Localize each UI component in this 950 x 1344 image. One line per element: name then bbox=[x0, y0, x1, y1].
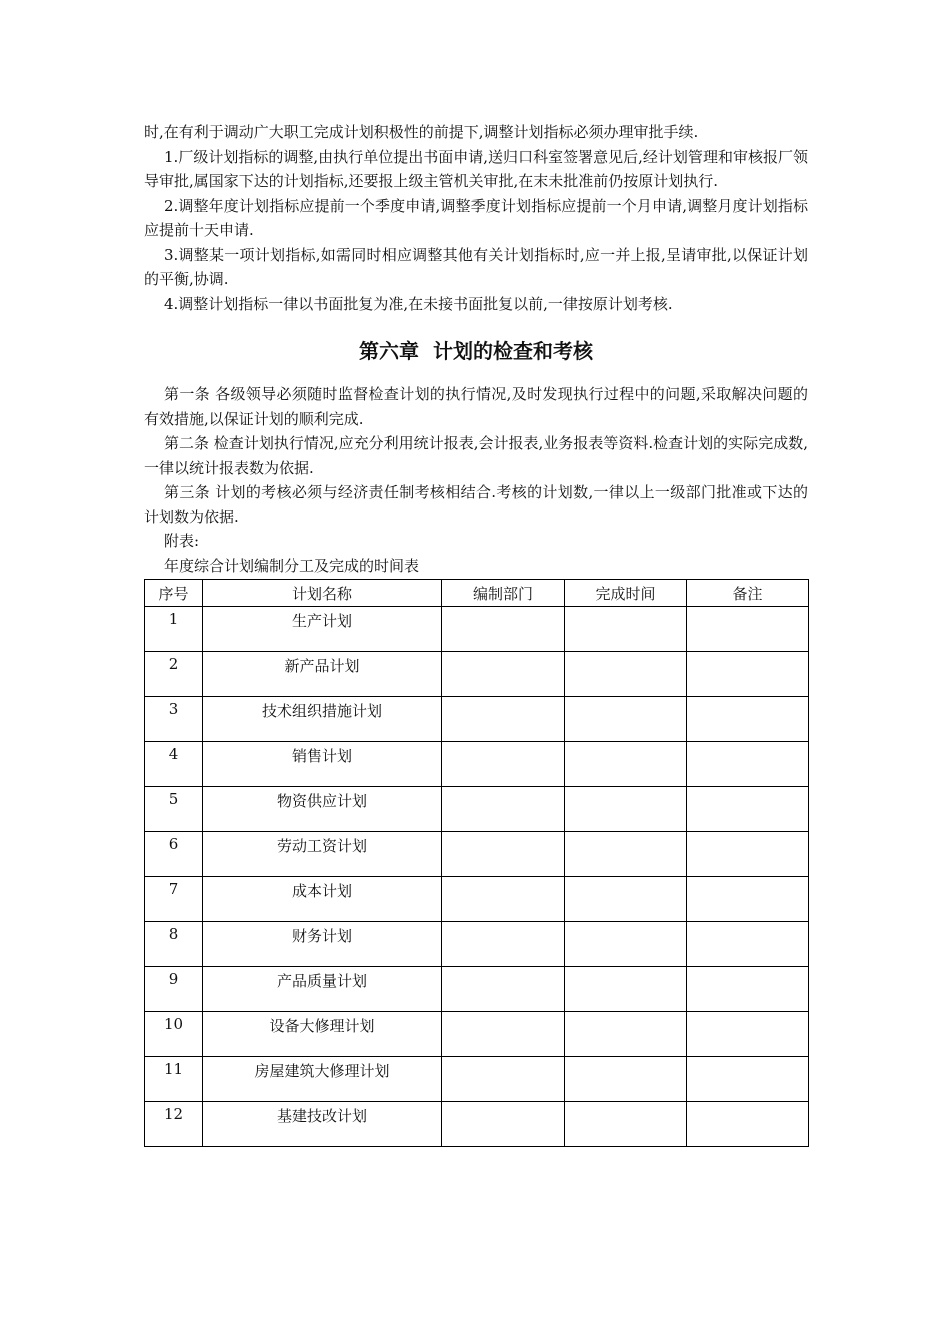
article-2: 第二条 检查计划执行情况,应充分利用统计报表,会计报表,业务报表等资料.检查计划的实际完成数,一律以统计报表数为依据. bbox=[144, 434, 808, 477]
paragraph-item-3: 3.调整某一项计划指标,如需同时相应调整其他有关计划指标时,应一并上报,呈请审批,以保证计划的平衡,协调. bbox=[144, 245, 808, 288]
paragraph-item-4: 4.调整计划指标一律以书面批复为准,在未接书面批复以前,一律按原计划考核. bbox=[164, 294, 673, 313]
cell-remarks bbox=[687, 1057, 809, 1102]
cell-department bbox=[442, 742, 565, 787]
header-completion-time: 完成时间 bbox=[565, 580, 687, 607]
cell-index: 1 bbox=[145, 607, 203, 652]
table-row bbox=[145, 967, 809, 1012]
cell-plan-name: 设备大修理计划 bbox=[203, 1012, 442, 1057]
cell-plan-name: 基建技改计划 bbox=[203, 1102, 442, 1147]
cell-completion-time bbox=[565, 1057, 687, 1102]
cell-remarks bbox=[687, 607, 809, 652]
table-row bbox=[145, 877, 809, 922]
cell-completion-time bbox=[565, 697, 687, 742]
cell-index: 4 bbox=[145, 742, 203, 787]
cell-plan-name: 新产品计划 bbox=[203, 652, 442, 697]
document-body bbox=[144, 120, 808, 1147]
table-body bbox=[145, 607, 809, 1147]
cell-department bbox=[442, 697, 565, 742]
cell-completion-time bbox=[565, 742, 687, 787]
appendix-label: 附表: bbox=[164, 532, 200, 550]
header-plan-name: 计划名称 bbox=[203, 580, 442, 607]
cell-index: 5 bbox=[145, 787, 203, 832]
cell-completion-time bbox=[565, 607, 687, 652]
cell-index: 6 bbox=[145, 832, 203, 877]
cell-completion-time bbox=[565, 877, 687, 922]
paragraph-continuation: 时,在有利于调动广大职工完成计划积极性的前提下,调整计划指标必须办理审批手续. bbox=[144, 123, 699, 141]
table-row bbox=[145, 1012, 809, 1057]
cell-index: 3 bbox=[145, 697, 203, 742]
cell-remarks bbox=[687, 787, 809, 832]
table-row bbox=[145, 1057, 809, 1102]
cell-completion-time bbox=[565, 967, 687, 1012]
header-remarks: 备注 bbox=[687, 580, 809, 607]
cell-completion-time bbox=[565, 1102, 687, 1147]
table-header-row bbox=[145, 580, 809, 607]
cell-index: 2 bbox=[145, 652, 203, 697]
cell-completion-time bbox=[565, 652, 687, 697]
cell-department bbox=[442, 607, 565, 652]
table-row bbox=[145, 832, 809, 877]
cell-plan-name: 物资供应计划 bbox=[203, 787, 442, 832]
cell-index: 8 bbox=[145, 922, 203, 967]
header-index: 序号 bbox=[145, 580, 203, 607]
table-row bbox=[145, 922, 809, 967]
cell-completion-time bbox=[565, 787, 687, 832]
cell-plan-name: 劳动工资计划 bbox=[203, 832, 442, 877]
article-1: 第一条 各级领导必须随时监督检查计划的执行情况,及时发现执行过程中的问题,采取解决问题的有效措施,以保证计划的顺利完成. bbox=[144, 385, 808, 428]
cell-department bbox=[442, 877, 565, 922]
cell-completion-time bbox=[565, 1012, 687, 1057]
cell-remarks bbox=[687, 697, 809, 742]
table-row bbox=[145, 607, 809, 652]
cell-remarks bbox=[687, 742, 809, 787]
cell-plan-name: 房屋建筑大修理计划 bbox=[203, 1057, 442, 1102]
cell-department bbox=[442, 832, 565, 877]
cell-department bbox=[442, 1057, 565, 1102]
cell-remarks bbox=[687, 877, 809, 922]
cell-index: 12 bbox=[145, 1102, 203, 1147]
cell-plan-name: 技术组织措施计划 bbox=[203, 697, 442, 742]
cell-department bbox=[442, 787, 565, 832]
cell-department bbox=[442, 1102, 565, 1147]
table-row bbox=[145, 652, 809, 697]
cell-plan-name: 销售计划 bbox=[203, 742, 442, 787]
cell-department bbox=[442, 1012, 565, 1057]
cell-remarks bbox=[687, 652, 809, 697]
cell-department bbox=[442, 652, 565, 697]
header-department: 编制部门 bbox=[442, 580, 565, 607]
paragraph-item-1: 1.厂级计划指标的调整,由执行单位提出书面申请,送归口科室签署意见后,经计划管理和审核报厂领导审批,属国家下达的计划指标,还要报上级主管机关审批,在末未批准前仍按原计划执行. bbox=[144, 147, 808, 190]
cell-index: 10 bbox=[145, 1012, 203, 1057]
paragraph-item-2: 2.调整年度计划指标应提前一个季度申请,调整季度计划指标应提前一个月申请,调整月度计划指标应提前十天申请. bbox=[144, 196, 808, 239]
cell-plan-name: 产品质量计划 bbox=[203, 967, 442, 1012]
table-caption: 年度综合计划编制分工及完成的时间表 bbox=[164, 556, 420, 575]
chapter-title: 第六章 计划的检查和考核 bbox=[359, 339, 593, 363]
cell-index: 7 bbox=[145, 877, 203, 922]
cell-remarks bbox=[687, 832, 809, 877]
cell-plan-name: 财务计划 bbox=[203, 922, 442, 967]
cell-completion-time bbox=[565, 922, 687, 967]
cell-index: 9 bbox=[145, 967, 203, 1012]
cell-department bbox=[442, 967, 565, 1012]
article-3: 第三条 计划的考核必须与经济责任制考核相结合.考核的计划数,一律以上一级部门批准或下达的计划数为依据. bbox=[144, 483, 808, 526]
cell-remarks bbox=[687, 922, 809, 967]
cell-index: 11 bbox=[145, 1057, 203, 1102]
cell-plan-name: 成本计划 bbox=[203, 877, 442, 922]
cell-department bbox=[442, 922, 565, 967]
schedule-table bbox=[144, 579, 809, 1147]
cell-remarks bbox=[687, 967, 809, 1012]
cell-completion-time bbox=[565, 832, 687, 877]
table-row bbox=[145, 787, 809, 832]
table-row bbox=[145, 697, 809, 742]
cell-remarks bbox=[687, 1102, 809, 1147]
cell-plan-name: 生产计划 bbox=[203, 607, 442, 652]
table-row bbox=[145, 1102, 809, 1147]
table-row bbox=[145, 742, 809, 787]
cell-remarks bbox=[687, 1012, 809, 1057]
